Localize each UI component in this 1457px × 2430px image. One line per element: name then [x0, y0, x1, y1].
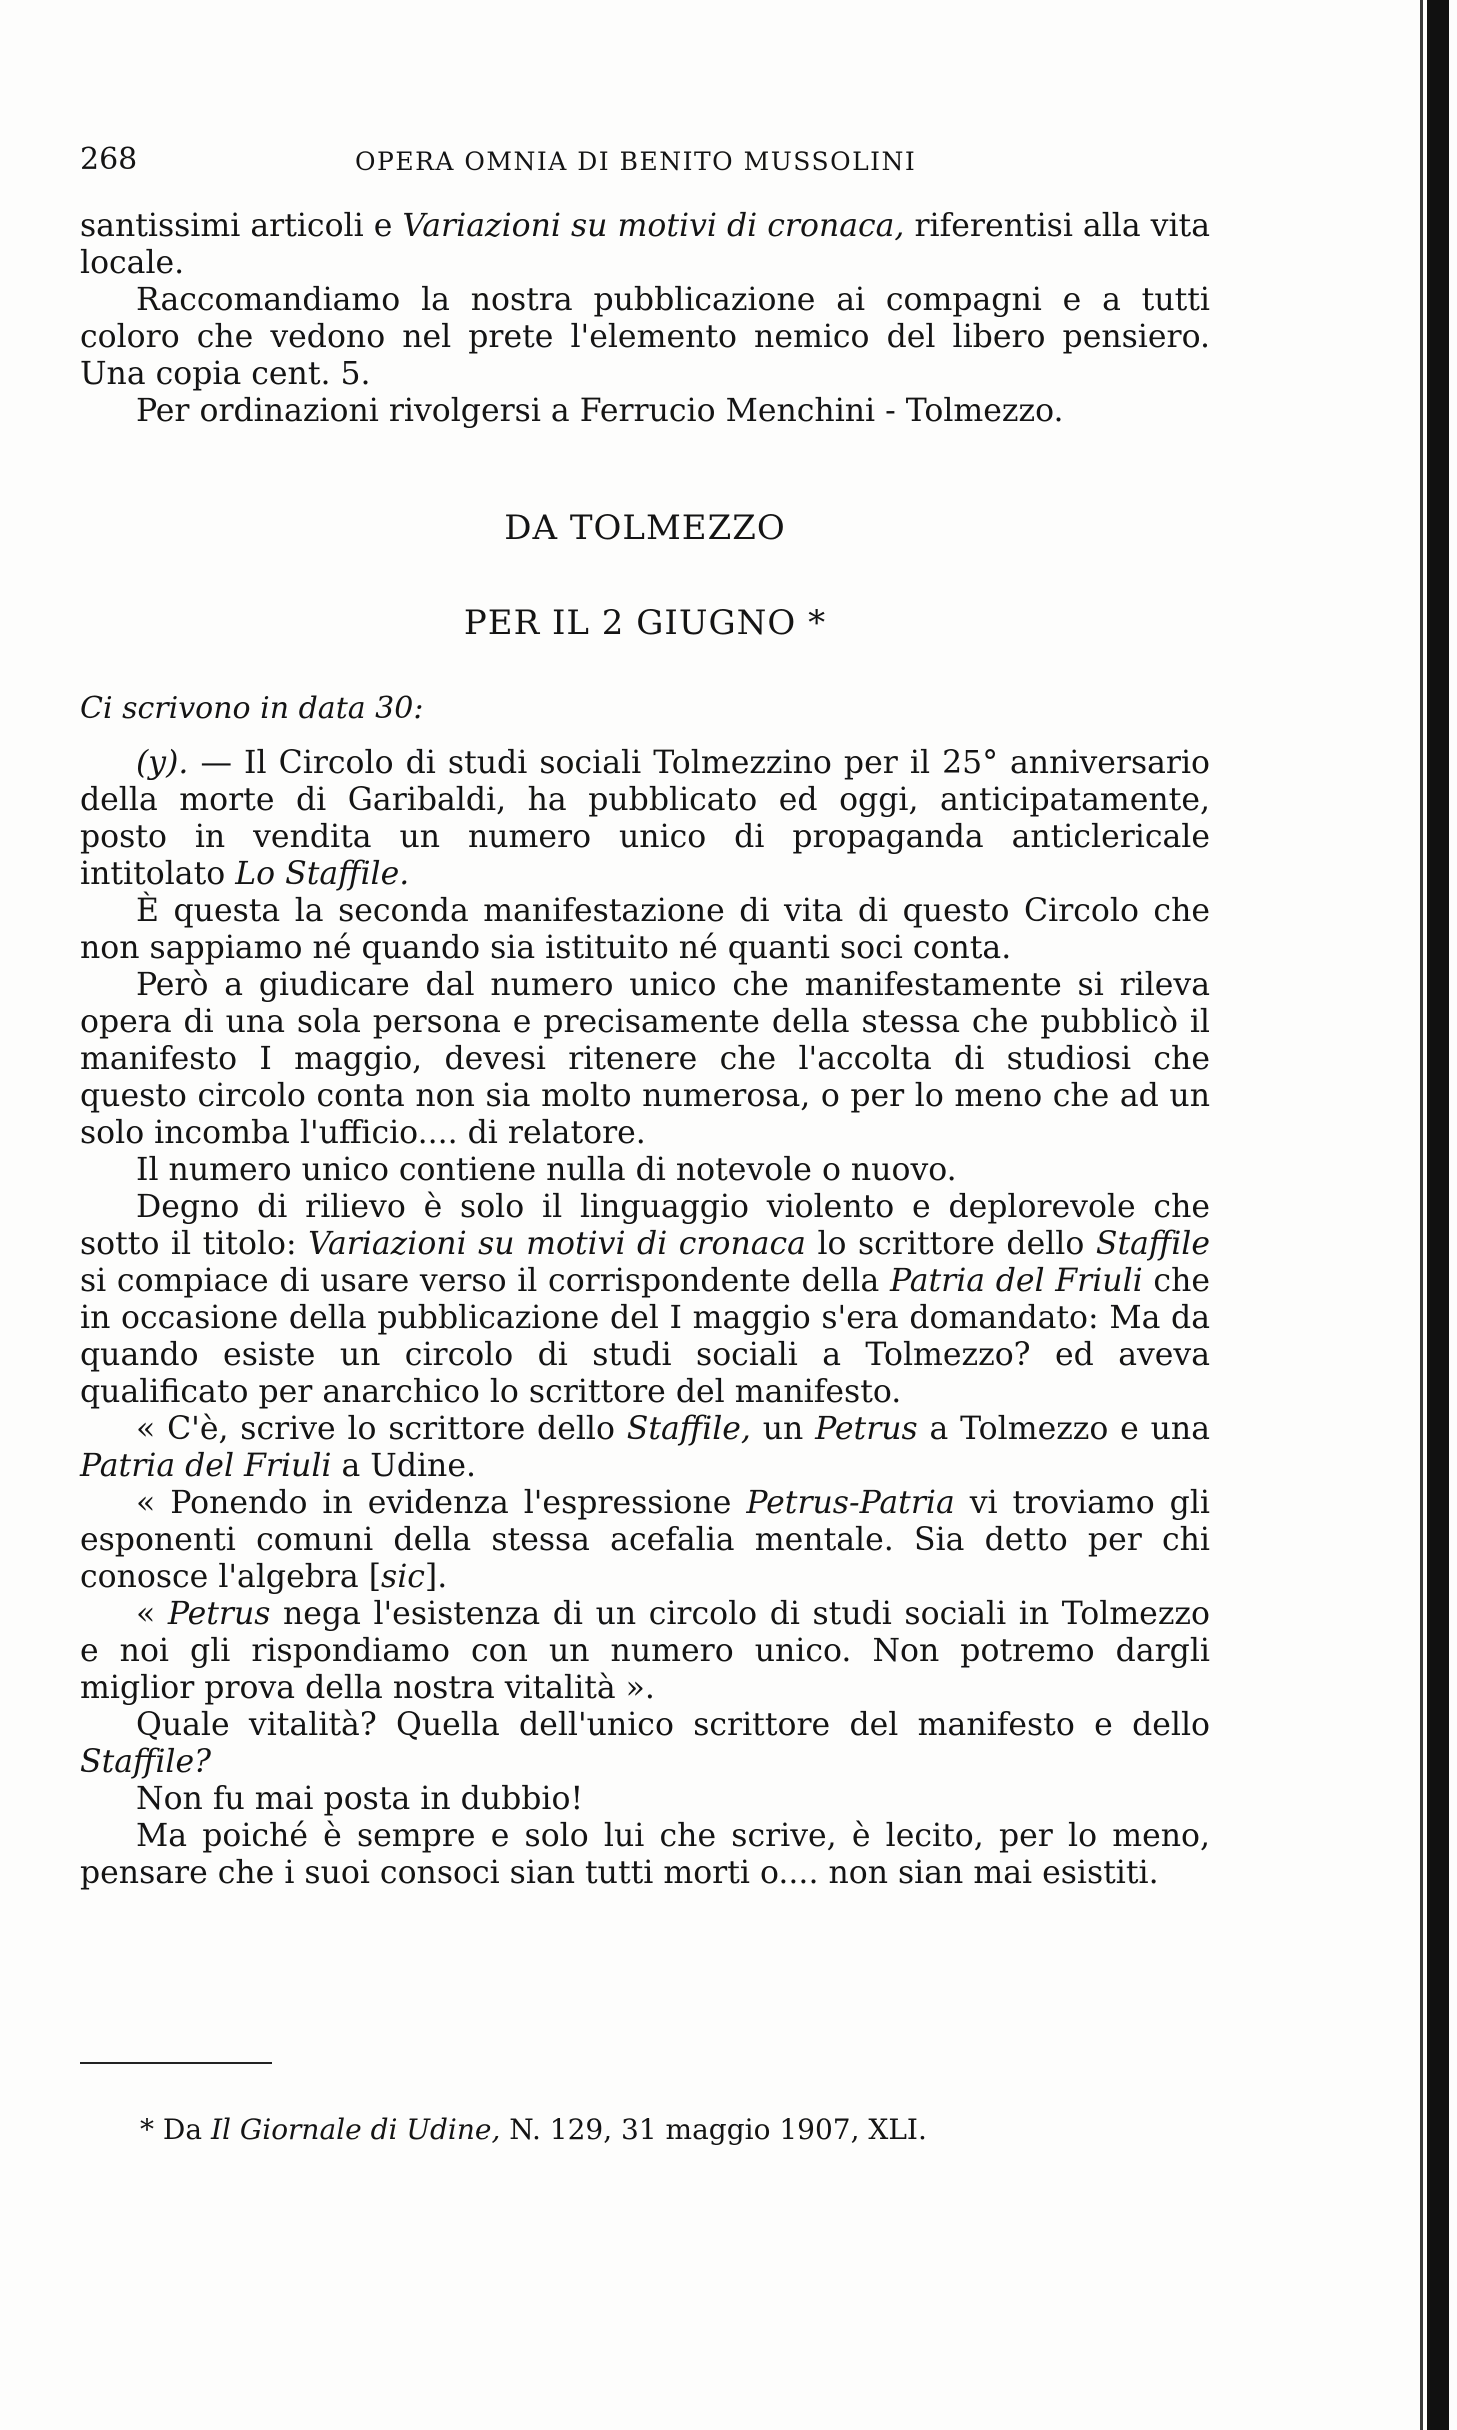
- italic-run: Staffile: [1095, 1226, 1210, 1262]
- paragraph: [80, 1707, 1210, 1781]
- paragraph: Per ordinazioni rivolgersi a Ferrucio Menchini - Tolmezzo.: [136, 393, 1064, 429]
- italic-run: Patria del Friuli: [80, 1448, 332, 1484]
- footnote: [140, 2112, 1200, 2148]
- binding-shadow: [1427, 0, 1449, 2430]
- italic-run: Petrus: [167, 1596, 271, 1632]
- paragraph: Non fu mai posta in dubbio!: [136, 1781, 584, 1817]
- italic-run: Il Giornale di Udine,: [210, 2113, 501, 2146]
- text-run: N. 129, 31 maggio 1907, XLI.: [500, 2113, 927, 2146]
- text-run: a Tolmezzo e una: [917, 1411, 1210, 1447]
- italic-run: Patria del Friuli: [889, 1263, 1143, 1299]
- text-run: vi troviamo gli esponenti comuni della stessa acefalia mentale. Sia detto per chi conosce l'algebra [: [80, 1485, 1210, 1595]
- text-run: Quale vitalità? Quella dell'unico scrittore del manifesto e dello: [136, 1707, 1210, 1743]
- text-run: « Ponendo in evidenza l'espressione: [136, 1485, 747, 1521]
- text-run: santissimi articoli e: [80, 208, 403, 244]
- paragraph: [80, 1485, 1210, 1596]
- body-text: [80, 208, 1210, 1892]
- paragraph: [80, 1596, 1210, 1707]
- running-title: OPERA OMNIA DI BENITO MUSSOLINI: [355, 147, 917, 176]
- text-run: nega l'esistenza di un circolo di studi sociali in Tolmezzo e noi gli rispondiamo con un numero unico. Non potremo dargli miglior prova della nostra vitalità ».: [80, 1596, 1210, 1706]
- italic-run: Variazioni su motivi di cronaca,: [402, 208, 905, 244]
- page-number: 268: [80, 142, 138, 177]
- italic-run: Staffile,: [626, 1411, 751, 1447]
- paragraph: [80, 1411, 1210, 1485]
- text-run: Degno di rilievo è solo il linguaggio violento e deplorevole che sotto il titolo:: [80, 1189, 1210, 1262]
- dateline: Ci scrivono in data 30:: [80, 691, 424, 726]
- text-run: ].: [424, 1559, 448, 1595]
- paragraph: Il numero unico contiene nulla di notevole o nuovo.: [136, 1152, 957, 1188]
- article-title: PER IL 2 GIUGNO *: [463, 603, 827, 643]
- paragraph: È questa la seconda manifestazione di vita di questo Circolo che non sappiamo né quando sia istituito né quanti soci conta.: [80, 893, 1210, 966]
- text-run: * Da: [140, 2113, 211, 2146]
- text-run: un: [750, 1411, 816, 1447]
- paragraph: Però a giudicare dal numero unico che manifestamente si rileva opera di una sola persona e precisamente della stessa che pubblicò il manifesto I maggio, devesi ritenere che l'accolta di studiosi che questo circolo conta non sia molto numerosa, o per lo meno che ad un solo incomba l'ufficio.... di relatore.: [80, 967, 1210, 1151]
- paragraph: [80, 1189, 1210, 1411]
- text-run: — Il Circolo di studi sociali Tolmezzino per il 25° anniversario della morte di Garibaldi, ha pubblicato ed oggi, anticipatamente, posto in vendita un numero unico di propaganda anticlericale intitolato: [80, 745, 1210, 892]
- paragraph: [80, 745, 1210, 893]
- italic-run: sic: [381, 1559, 425, 1595]
- italic-run: Staffile?: [80, 1744, 212, 1780]
- paragraph: Ma poiché è sempre e solo lui che scrive, è lecito, per lo meno, pensare che i suoi consoci sian tutti morti o.... non sian mai esistiti.: [80, 1818, 1210, 1891]
- paragraph: [80, 208, 1210, 282]
- footnote-rule: [80, 2062, 272, 2064]
- text-run: si compiace di usare verso il corrispondente della: [80, 1263, 890, 1299]
- article-place: DA TOLMEZZO: [504, 508, 786, 548]
- text-run: riferentisi alla vita locale.: [80, 208, 1210, 281]
- signature: (y).: [136, 745, 189, 781]
- italic-run: Lo Staffile.: [235, 856, 410, 892]
- text-run: lo scrittore dello: [805, 1226, 1096, 1262]
- binding-shadow-thin: [1420, 0, 1423, 2430]
- text-run: che in occasione della pubblicazione del I maggio s'era domandato: Ma da quando esiste un circolo di studi sociali a Tolmezzo? ed aveva qualificato per anarchico lo scrittore del manifesto.: [80, 1263, 1211, 1410]
- text-run: « C'è, scrive lo scrittore dello: [136, 1411, 627, 1447]
- paragraph: Raccomandiamo la nostra pubblicazione ai compagni e a tutti coloro che vedono nel prete l'elemento nemico del libero pensiero. Una copia cent. 5.: [80, 282, 1210, 392]
- italic-run: Variazioni su motivi di cronaca: [308, 1226, 806, 1262]
- text-run: a Udine.: [331, 1448, 477, 1484]
- italic-run: Petrus-Patria: [746, 1485, 955, 1521]
- text-run: «: [136, 1596, 168, 1632]
- italic-run: Petrus: [815, 1411, 918, 1447]
